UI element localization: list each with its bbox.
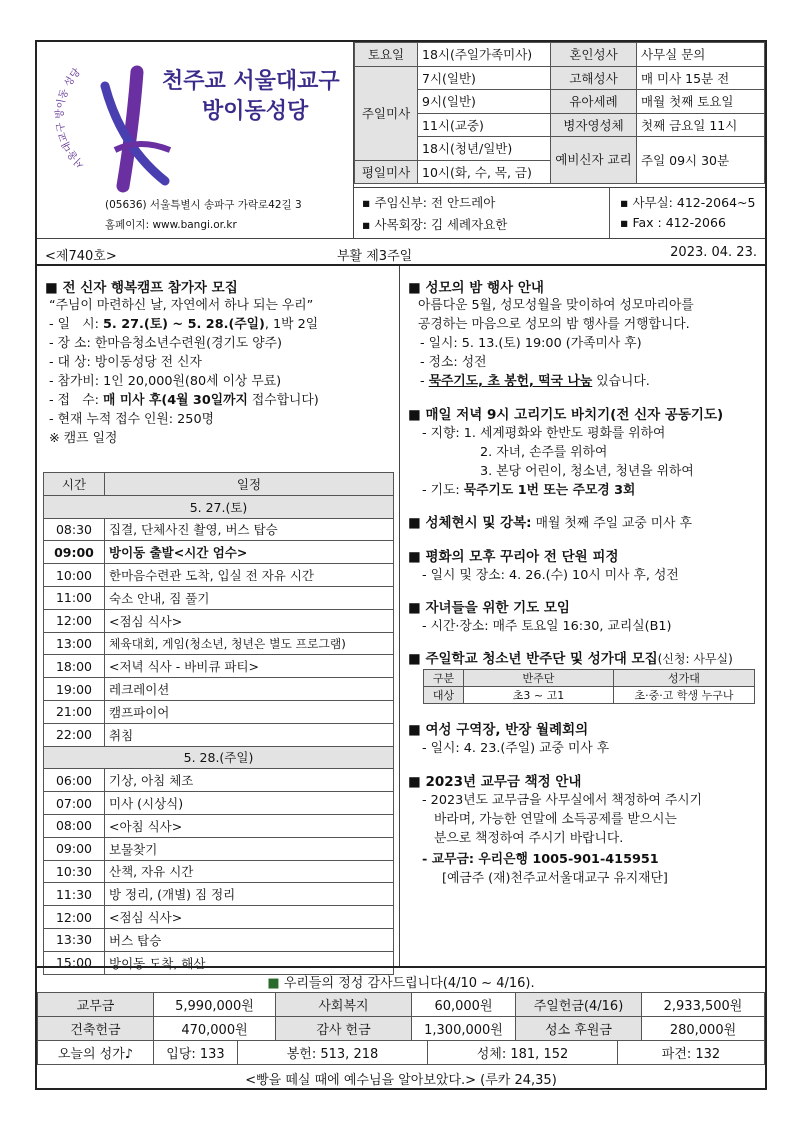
schedule-row	[44, 906, 394, 929]
notice-text: - 일시: 4. 23.(주일) 교중 미사 후	[422, 741, 610, 756]
schedule-row	[44, 814, 394, 837]
schedule-row	[44, 586, 394, 609]
schedule-time: 09:00	[44, 541, 105, 564]
camp-count: - 현재 누적 접수 인원: 250명	[49, 412, 214, 427]
schedule-row	[44, 678, 394, 701]
issue-date: 2023. 04. 23.	[670, 245, 757, 260]
sunday-mass: 18시(청년/일반)	[418, 137, 551, 161]
notice-text: - 정소: 성전	[420, 355, 487, 370]
camp-schedule-label: ※ 캠프 일정	[49, 431, 118, 446]
schedule-time: 10:30	[44, 860, 105, 883]
choir-cell: 대상	[424, 687, 464, 704]
sunday-mass: 11시(교중)	[418, 113, 551, 137]
col-schedule: 일정	[105, 473, 394, 496]
parish-name-1: 천주교 서울대교구	[162, 69, 340, 94]
schedule-row	[44, 655, 394, 678]
camp-place: - 장 소: 한마음청소년수련원(경기도 양주)	[49, 336, 282, 351]
camp-registration: - 접 수: 매 미사 후(4월 30일까지 접수합니다)	[49, 393, 319, 408]
wedding-label: 혼인성사	[551, 43, 637, 67]
schedule-activity: 산책, 자유 시간	[105, 860, 394, 883]
choir-col: 반주단	[464, 670, 614, 687]
notice-text: 2. 자녀, 손주를 위하여	[480, 445, 608, 460]
offering-label: 감사 헌금	[276, 1017, 412, 1041]
schedule-activity: 집결, 단체사진 촬영, 버스 탑승	[105, 518, 394, 541]
schedule-time: 12:00	[44, 609, 105, 632]
schedule-row	[44, 928, 394, 951]
parish-name-2: 방이동성당	[202, 99, 309, 124]
schedule-activity: 캠프파이어	[105, 700, 394, 723]
schedule-activity: <아침 식사>	[105, 814, 394, 837]
notice-title: ■ 자녀들을 위한 기도 모임	[408, 600, 570, 616]
notices-section	[400, 266, 765, 966]
notice-title: ■ 성체현시 및 강복: 매월 첫째 주일 교중 미사 후	[408, 515, 692, 531]
schedule-row	[44, 632, 394, 655]
notice-text: 3. 본당 어린이, 청소년, 청년을 위하여	[480, 464, 694, 479]
offering-label: 건축헌금	[38, 1017, 154, 1041]
schedule-time: 12:00	[44, 906, 105, 929]
notice-text: 바라며, 가능한 연말에 소득공제를 받으시는	[434, 812, 677, 827]
schedule-activity: 미사 (시상식)	[105, 792, 394, 815]
schedule-activity: 버스 탑승	[105, 928, 394, 951]
hymn-offertory: 봉헌: 513, 218	[238, 1041, 428, 1065]
hymn-label: 오늘의 성가♪	[38, 1041, 154, 1065]
notice-text: - 기도: 묵주기도 1번 또는 주모경 3회	[422, 483, 636, 498]
schedule-time: 09:00	[44, 837, 105, 860]
header	[37, 42, 765, 238]
notice-title: ■ 주일학교 청소년 반주단 및 성가대 모집(신청: 사무실)	[408, 651, 733, 667]
baptism-value: 매월 첫째 토요일	[637, 90, 765, 114]
choir-cell: 초3 ~ 고1	[464, 687, 614, 704]
address: (05636) 서울특별시 송파구 가락로42길 3	[105, 199, 302, 211]
schedule-activity: <점심 식사>	[105, 609, 394, 632]
offering-value: 5,990,000원	[154, 993, 276, 1017]
schedule-row	[44, 769, 394, 792]
thanks-title: ■ 우리들의 정성 감사드립니다(4/10 ~ 4/16).	[267, 976, 535, 991]
offering-value: 280,000원	[642, 1017, 765, 1041]
choir-table	[423, 669, 755, 704]
schedule-time: 13:30	[44, 928, 105, 951]
sat-label: 토요일	[355, 43, 418, 67]
gospel-verse: <빵을 떼실 때에 예수님을 알아보았다.> (루카 24,35)	[245, 1073, 557, 1088]
sat-value: 18시(주일가족미사)	[418, 43, 551, 67]
baptism-label: 유아세례	[551, 90, 637, 114]
camp-schedule-table	[43, 472, 394, 975]
schedule-row	[44, 883, 394, 906]
sunday-mass: 9시(일반)	[418, 90, 551, 114]
weekday-value: 10시(화, 수, 목, 금)	[418, 160, 551, 184]
account-holder: [예금주 (재)천주교서울대교구 유지재단]	[442, 871, 668, 886]
schedule-activity: <저녁 식사 - 바비큐 파티>	[105, 655, 394, 678]
schedule-time: 08:30	[44, 518, 105, 541]
schedule-time: 11:00	[44, 586, 105, 609]
notice-text: - 묵주기도, 초 봉헌, 떡국 나눔 있습니다.	[420, 374, 650, 389]
notice-text: - 시간·장소: 매주 토요일 16:30, 교리실(B1)	[422, 619, 672, 634]
sick-communion-label: 병자영성체	[551, 113, 637, 137]
schedule-row	[44, 564, 394, 587]
schedule-time: 15:00	[44, 951, 105, 974]
notice-text: - 일시 및 장소: 4. 26.(수) 10시 미사 후, 성전	[422, 568, 679, 583]
camp-date: - 일 시: 5. 27.(토) ~ 5. 28.(주일), 1박 2일	[49, 317, 319, 332]
hymn-table	[37, 1040, 765, 1065]
wedding-value: 사무실 문의	[637, 43, 765, 67]
schedule-time: 21:00	[44, 700, 105, 723]
sunday-label: 주일미사	[355, 66, 418, 160]
offering-label: 성소 후원금	[516, 1017, 642, 1041]
issue-number: <제740호>	[45, 249, 117, 264]
hymn-entrance: 입당: 133	[154, 1041, 238, 1065]
offering-label: 교무금	[38, 993, 154, 1017]
svg-text:서울대교구 방이동 성당	[53, 65, 87, 171]
schedule-activity: 체육대회, 게임(청소년, 청년은 별도 프로그램)	[105, 632, 394, 655]
notice-text: 분으로 책정하여 주시기 바랍니다.	[434, 831, 624, 846]
schedule-row	[44, 700, 394, 723]
staff-info	[354, 187, 765, 238]
schedule-row	[44, 723, 394, 746]
schedule-time: 22:00	[44, 723, 105, 746]
confession-value: 매 미사 15분 전	[637, 66, 765, 90]
schedule-time: 10:00	[44, 564, 105, 587]
bulletin-page	[35, 40, 767, 1090]
catechism-label: 예비신자 교리	[551, 137, 637, 184]
logo-arc-text: 서울대교구 방이동 성당	[54, 66, 88, 170]
day1-header: 5. 27.(토)	[44, 495, 394, 518]
day2-header: 5. 28.(주일)	[44, 746, 394, 769]
bank-account: - 교무금: 우리은행 1005-901-415951	[422, 852, 659, 867]
schedule-activity: 방이동 출발<시간 엄수>	[105, 541, 394, 564]
offering-value: 470,000원	[154, 1017, 276, 1041]
confession-label: 고해성사	[551, 66, 637, 90]
schedule-time: 08:00	[44, 814, 105, 837]
schedule-time: 18:00	[44, 655, 105, 678]
offering-value: 2,933,500원	[642, 993, 765, 1017]
choir-cell: 초·중·고 학생 누구나	[614, 687, 755, 704]
choir-col: 구분	[424, 670, 464, 687]
offering-label: 사회복지	[276, 993, 412, 1017]
schedule-time: 19:00	[44, 678, 105, 701]
mass-schedule-table	[354, 42, 765, 184]
camp-fee: - 참가비: 1인 20,000원(80세 이상 무료)	[49, 374, 282, 389]
schedule-activity: 레크레이션	[105, 678, 394, 701]
schedule-time: 07:00	[44, 792, 105, 815]
camp-title: ■ 전 신자 행복캠프 참가자 모집	[45, 280, 238, 296]
schedule-activity: 숙소 안내, 짐 풀기	[105, 586, 394, 609]
sunday-mass: 7시(일반)	[418, 66, 551, 90]
fax: ▪ Fax : 412-2066	[620, 215, 726, 230]
notice-text: 공경하는 마음으로 성모의 밤 행사를 거행합니다.	[418, 317, 690, 332]
schedule-time: 11:30	[44, 883, 105, 906]
camp-target: - 대 상: 방이동성당 전 신자	[49, 355, 202, 370]
notice-title: ■ 매일 저녁 9시 고리기도 바치기(전 신자 공동기도)	[408, 407, 724, 423]
council-president: ▪ 사목회장: 김 세례자요한	[362, 217, 508, 232]
schedule-activity: <점심 식사>	[105, 906, 394, 929]
camp-quote: “주님이 마련하신 날, 자연에서 하나 되는 우리”	[49, 298, 314, 313]
schedule-activity: 취침	[105, 723, 394, 746]
notice-text: - 지향: 1. 세계평화와 한반도 평화를 위하여	[422, 426, 666, 441]
catechism-value: 주일 09시 30분	[637, 137, 765, 184]
choir-col: 성가대	[614, 670, 755, 687]
offering-value: 1,300,000원	[412, 1017, 516, 1041]
schedule-activity: 방이동 도착, 해산	[105, 951, 394, 974]
schedule-activity: 기상, 아침 체조	[105, 769, 394, 792]
col-time: 시간	[44, 473, 105, 496]
schedule-activity: 보물찾기	[105, 837, 394, 860]
notice-text: - 2023년도 교무금을 사무실에서 책정하여 주시기	[422, 793, 703, 808]
schedule-activity: 한마음수련관 도착, 입실 전 자유 시간	[105, 564, 394, 587]
notice-text: 아름다운 5월, 성모성월을 맞이하여 성모마리아를	[418, 298, 694, 313]
day2-header-row	[44, 746, 394, 769]
notice-title: ■ 성모의 밤 행사 안내	[408, 280, 544, 296]
schedule-time: 06:00	[44, 769, 105, 792]
hymn-communion: 성체: 181, 152	[428, 1041, 618, 1065]
schedule-row	[44, 837, 394, 860]
schedule-row	[44, 860, 394, 883]
office-phone: ▪ 사무실: 412-2064~5	[620, 195, 756, 210]
offering-table	[37, 992, 765, 1041]
sick-communion-value: 첫째 금요일 11시	[637, 113, 765, 137]
offering-label: 주일헌금(4/16)	[516, 993, 642, 1017]
hymn-dismissal: 파견: 132	[618, 1041, 765, 1065]
priest: ▪ 주임신부: 전 안드레아	[362, 195, 496, 210]
notice-text: - 일시: 5. 13.(토) 19:00 (가족미사 후)	[420, 336, 642, 351]
schedule-time: 13:00	[44, 632, 105, 655]
notice-title: ■ 평화의 모후 꾸리아 전 단원 피정	[408, 549, 619, 565]
schedule-row	[44, 792, 394, 815]
liturgical-week: 부활 제3주일	[337, 249, 413, 264]
weekday-label: 평일미사	[355, 160, 418, 184]
schedule-activity: 방 정리, (개별) 짐 정리	[105, 883, 394, 906]
schedule-row	[44, 541, 394, 564]
camp-section	[37, 266, 400, 971]
schedule-row	[44, 609, 394, 632]
homepage: 홈페이지: www.bangi.or.kr	[105, 219, 237, 231]
parish-logo-area	[37, 42, 354, 238]
offering-footer	[37, 966, 765, 1090]
schedule-row	[44, 518, 394, 541]
issue-bar	[37, 238, 765, 266]
notice-title: ■ 여성 구역장, 반장 월례회의	[408, 722, 589, 738]
offering-value: 60,000원	[412, 993, 516, 1017]
notice-title: ■ 2023년 교무금 책정 안내	[408, 774, 582, 790]
